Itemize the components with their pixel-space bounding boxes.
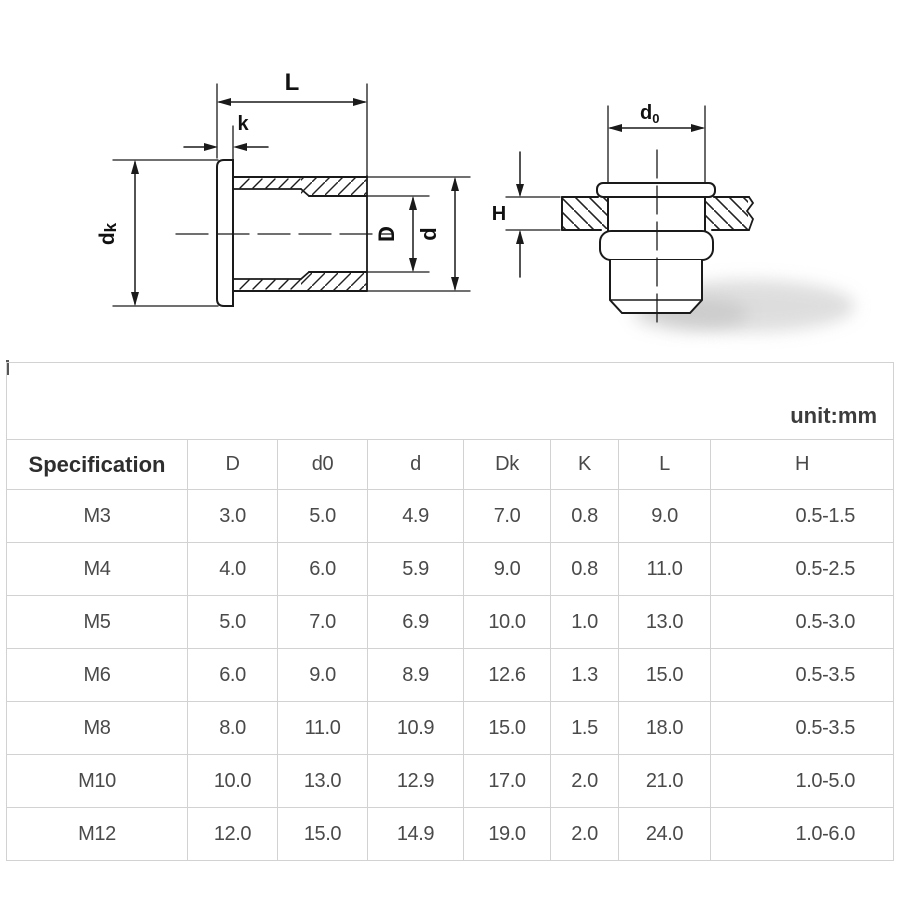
table-cell: M4	[7, 543, 188, 596]
table-cell: 19.0	[464, 808, 551, 861]
table-cell: 21.0	[619, 755, 711, 808]
table-row-m5	[7, 596, 894, 649]
table-cell: 13.0	[619, 596, 711, 649]
table-cell: 17.0	[464, 755, 551, 808]
table-cell: 10.9	[368, 702, 464, 755]
table-cell: 8.0	[188, 702, 278, 755]
table-cell: 6.0	[278, 543, 368, 596]
table-cell: 14.9	[368, 808, 464, 861]
table-row-m10	[7, 755, 894, 808]
unit-label: unit:mm	[7, 363, 894, 440]
column-header-L: L	[619, 440, 711, 490]
table-cell: 9.0	[619, 490, 711, 543]
table-cell: 15.0	[464, 702, 551, 755]
table-cell: 1.5	[551, 702, 619, 755]
table-cell: 11.0	[619, 543, 711, 596]
table-cell: 18.0	[619, 702, 711, 755]
table-cell: 0.5-3.0	[711, 596, 894, 649]
table-cell: M3	[7, 490, 188, 543]
table-cell: 5.9	[368, 543, 464, 596]
table-cell: 0.8	[551, 490, 619, 543]
table-cell: M6	[7, 649, 188, 702]
head-flange	[597, 183, 715, 197]
table-cell: 4.9	[368, 490, 464, 543]
dim-label-dk	[96, 222, 120, 245]
table-row-m4	[7, 543, 894, 596]
table-cell: 12.9	[368, 755, 464, 808]
column-header-H: H	[711, 440, 894, 490]
table-cell: 0.8	[551, 543, 619, 596]
table-cell: 5.0	[188, 596, 278, 649]
table-cell: 1.0	[551, 596, 619, 649]
dim-label-D: D	[374, 226, 399, 242]
d0-label-main: d	[640, 102, 653, 124]
table-cell: M5	[7, 596, 188, 649]
arrowhead	[217, 98, 231, 106]
table-cell: 6.9	[368, 596, 464, 649]
table-cell: 9.0	[464, 543, 551, 596]
table-cell: 10.0	[188, 755, 278, 808]
spec-table-container	[6, 362, 894, 861]
table-cell: 15.0	[619, 649, 711, 702]
column-header-K: K	[551, 440, 619, 490]
arrowhead	[131, 160, 139, 174]
table-cell: 2.0	[551, 755, 619, 808]
unit-row	[7, 363, 894, 440]
header-row	[7, 440, 894, 490]
arrowhead	[691, 124, 705, 132]
table-cell: 9.0	[278, 649, 368, 702]
table-cell: M8	[7, 702, 188, 755]
dim-label-L: L	[284, 69, 300, 96]
table-cell: 11.0	[278, 702, 368, 755]
dk-label-main: d	[96, 232, 119, 246]
table-cell: 24.0	[619, 808, 711, 861]
dk-label-sub: k	[101, 222, 120, 233]
table-cell: 7.0	[278, 596, 368, 649]
table-cell: 3.0	[188, 490, 278, 543]
arrowhead	[516, 184, 524, 197]
table-cell: 1.3	[551, 649, 619, 702]
table-cell: 0.5-2.5	[711, 543, 894, 596]
plate-hatch-right	[706, 198, 748, 229]
table-cell: 4.0	[188, 543, 278, 596]
arrowhead	[451, 177, 459, 191]
table-row-m8	[7, 702, 894, 755]
table-cell: 5.0	[278, 490, 368, 543]
table-cell: 12.0	[188, 808, 278, 861]
dim-label-d0	[640, 102, 659, 126]
table-cell: 7.0	[464, 490, 551, 543]
dim-label-H: H	[491, 203, 507, 225]
spec-table	[6, 362, 894, 861]
section-hatch-bottom	[301, 273, 367, 290]
table-cell: 10.0	[464, 596, 551, 649]
table-cell: 13.0	[278, 755, 368, 808]
table-row-m3	[7, 490, 894, 543]
table-cell: 1.0-5.0	[711, 755, 894, 808]
d0-label-sub: 0	[652, 111, 660, 126]
column-header-d: d	[368, 440, 464, 490]
arrowhead	[409, 196, 417, 210]
table-row-m12	[7, 808, 894, 861]
plate-hatch-left	[563, 198, 607, 229]
column-header-specification: Specification	[7, 440, 188, 490]
section-hatch-top	[301, 178, 367, 195]
column-header-D: D	[188, 440, 278, 490]
column-header-d0: d0	[278, 440, 368, 490]
table-row-m6	[7, 649, 894, 702]
column-header-Dk: Dk	[464, 440, 551, 490]
table-cell: 15.0	[278, 808, 368, 861]
table-cell: 0.5-3.5	[711, 649, 894, 702]
table-cell: 6.0	[188, 649, 278, 702]
arrowhead	[608, 124, 622, 132]
arrowhead	[409, 258, 417, 272]
technical-drawing	[0, 0, 900, 362]
arrowhead	[516, 230, 524, 244]
arrowhead	[233, 143, 247, 151]
installed-side-view	[506, 106, 855, 332]
table-cell: 0.5-3.5	[711, 702, 894, 755]
table-cell: 2.0	[551, 808, 619, 861]
arrowhead	[451, 277, 459, 291]
table-cell: 1.0-6.0	[711, 808, 894, 861]
lower-body	[610, 260, 702, 313]
table-cell: 8.9	[368, 649, 464, 702]
arrowhead	[131, 292, 139, 306]
dim-label-d: d	[416, 227, 441, 241]
table-cell: 0.5-1.5	[711, 490, 894, 543]
arrowhead	[204, 143, 218, 151]
dim-label-k: k	[237, 113, 249, 135]
table-cell: 12.6	[464, 649, 551, 702]
front-section-view	[113, 84, 470, 306]
table-cell: M10	[7, 755, 188, 808]
flange-outline	[217, 160, 233, 306]
arrowhead	[353, 98, 367, 106]
table-cell: M12	[7, 808, 188, 861]
